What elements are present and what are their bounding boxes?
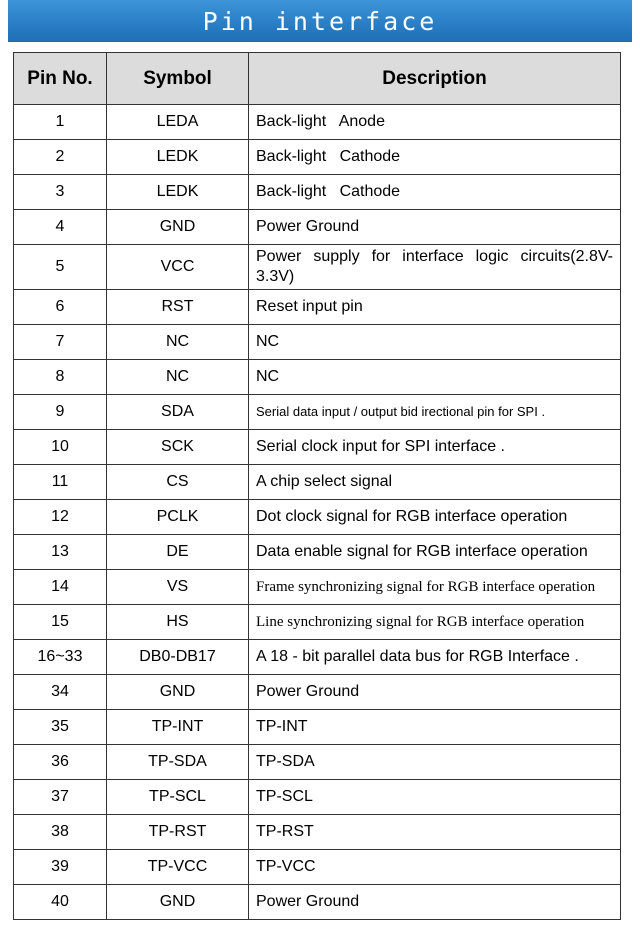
table-row [14,500,621,535]
pin-description: Serial clock input for SPI interface . [249,430,621,465]
pin-symbol: TP-VCC [107,850,249,885]
table-row [14,815,621,850]
pin-symbol: TP-RST [107,815,249,850]
pin-symbol: TP-SCL [107,780,249,815]
pin-number: 5 [14,245,107,290]
pin-description: TP-SDA [249,745,621,780]
pin-table-container [13,52,620,920]
pin-description: Power Ground [249,210,621,245]
table-row [14,605,621,640]
pin-interface-table [13,52,621,920]
pin-description: Back-light Cathode [249,140,621,175]
pin-symbol: DB0-DB17 [107,640,249,675]
pin-description: Serial data input / output bid irectional pin for SPI . [249,395,621,430]
pin-description: Frame synchronizing signal for RGB interface operation [249,570,621,605]
pin-description: A chip select signal [249,465,621,500]
table-row [14,360,621,395]
pin-symbol: NC [107,325,249,360]
pin-number: 15 [14,605,107,640]
pin-description: Back-light Anode [249,105,621,140]
pin-description: TP-INT [249,710,621,745]
pin-number: 16~33 [14,640,107,675]
table-row [14,850,621,885]
title-banner [8,0,632,42]
table-row [14,640,621,675]
pin-description: NC [249,360,621,395]
pin-number: 3 [14,175,107,210]
pin-symbol: VCC [107,245,249,290]
pin-number: 35 [14,710,107,745]
pin-description: Line synchronizing signal for RGB interface operation [249,605,621,640]
pin-symbol: DE [107,535,249,570]
pin-number: 4 [14,210,107,245]
pin-number: 12 [14,500,107,535]
pin-description: Power supply for interface logic circuits(2.8V-3.3V) [249,245,621,290]
pin-description: TP-VCC [249,850,621,885]
pin-symbol: TP-SDA [107,745,249,780]
table-row [14,395,621,430]
pin-number: 6 [14,290,107,325]
pin-description: NC [249,325,621,360]
pin-symbol: NC [107,360,249,395]
pin-description: Power Ground [249,675,621,710]
pin-symbol: HS [107,605,249,640]
header-symbol: Symbol [107,53,249,105]
table-row [14,140,621,175]
header-pin-no: Pin No. [14,53,107,105]
pin-number: 40 [14,885,107,920]
page-title: Pin interface [202,6,438,36]
pin-number: 14 [14,570,107,605]
pin-description: TP-RST [249,815,621,850]
pin-symbol: TP-INT [107,710,249,745]
table-row [14,675,621,710]
pin-number: 13 [14,535,107,570]
pin-symbol: PCLK [107,500,249,535]
pin-symbol: SDA [107,395,249,430]
table-row [14,745,621,780]
pin-number: 36 [14,745,107,780]
pin-number: 37 [14,780,107,815]
pin-symbol: LEDK [107,175,249,210]
pin-description: A 18 - bit parallel data bus for RGB Interface . [249,640,621,675]
table-row [14,570,621,605]
table-row [14,290,621,325]
pin-symbol: SCK [107,430,249,465]
pin-symbol: VS [107,570,249,605]
pin-number: 7 [14,325,107,360]
table-row [14,430,621,465]
pin-description: Back-light Cathode [249,175,621,210]
pin-number: 34 [14,675,107,710]
table-row [14,210,621,245]
table-row [14,465,621,500]
table-header-row [14,53,621,105]
pin-number: 9 [14,395,107,430]
table-row [14,105,621,140]
pin-number: 11 [14,465,107,500]
table-row [14,245,621,290]
table-row [14,535,621,570]
pin-number: 39 [14,850,107,885]
table-row [14,175,621,210]
pin-symbol: GND [107,210,249,245]
pin-number: 8 [14,360,107,395]
header-description: Description [249,53,621,105]
pin-number: 2 [14,140,107,175]
pin-description: TP-SCL [249,780,621,815]
pin-symbol: GND [107,675,249,710]
pin-description: Reset input pin [249,290,621,325]
pin-number: 10 [14,430,107,465]
table-row [14,780,621,815]
pin-description: Dot clock signal for RGB interface operation [249,500,621,535]
pin-number: 38 [14,815,107,850]
pin-symbol: LEDK [107,140,249,175]
pin-symbol: RST [107,290,249,325]
table-row [14,325,621,360]
pin-number: 1 [14,105,107,140]
pin-symbol: LEDA [107,105,249,140]
table-row [14,885,621,920]
pin-description: Data enable signal for RGB interface operation [249,535,621,570]
pin-symbol: GND [107,885,249,920]
pin-description: Power Ground [249,885,621,920]
pin-symbol: CS [107,465,249,500]
table-row [14,710,621,745]
